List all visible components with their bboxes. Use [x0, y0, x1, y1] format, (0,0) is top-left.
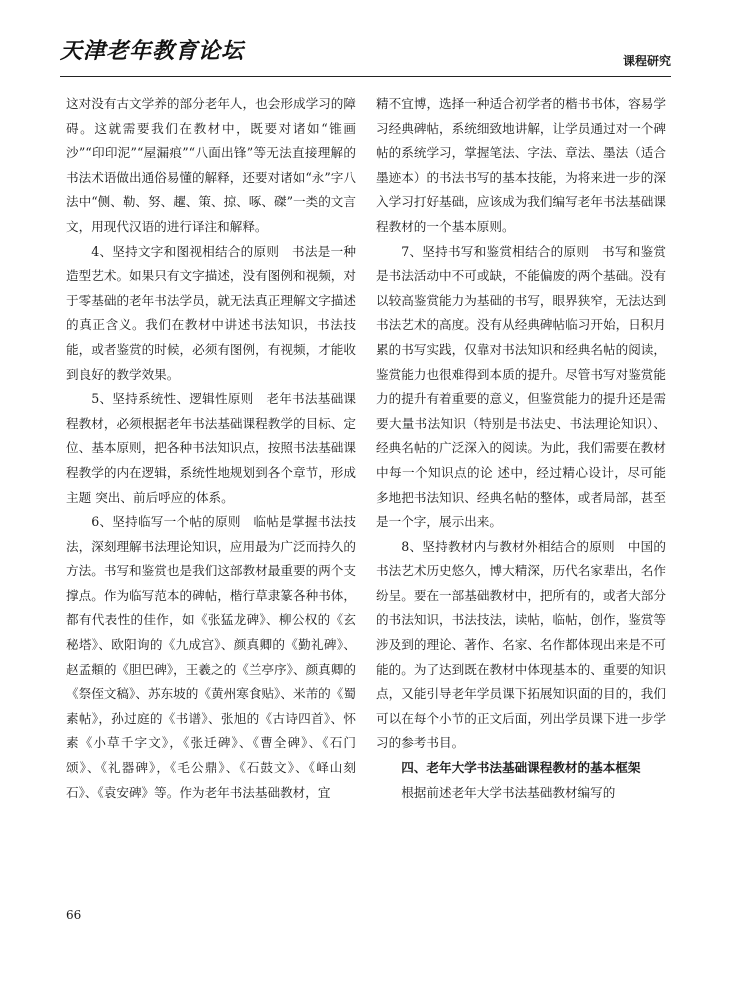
paragraph: 精不宜博，选择一种适合初学者的楷书书体，容易学习经典碑帖，系统细致地讲解，让学员通过对一个碑帖的系统学习，掌握笔法、字法、章法、墨法（适合墨迹本）的书法书写的基本技能，为将来进一步的深入学习打好基础，应该成为我们编写老年书法基础课程教材的一个基本原则。: [376, 96, 666, 234]
section-label: 课程研究: [622, 54, 671, 68]
paragraph: 7、坚持书写和鉴赏相结合的原则 书写和鉴赏是书法活动中不可或缺，不能偏废的两个基础。没有以较高鉴赏能力为基础的书写，眼界狭窄，无法达到书法艺术的高度。没有从经典碑帖临习开始，日积月累的书写实践，仅靠对书法知识和经典名帖的阅读，鉴赏能力也很难得到本质的提升。尽管书写对鉴赏能力的提升有着重要的意义，但鉴赏能力的提升还是需要大量书法知识（特别是书法史、书法理论知识）、经典名帖的广泛深入的阅读。为此，我们需要在教材中每一个知识点的论 述中，经过精心设计，尽可能多地把书法知识、经典名帖的整体，或者局部，甚至是一个字，展示出来。: [376, 243, 666, 530]
section-heading: 四、老年大学书法基础课程教材的基本框架: [401, 760, 641, 776]
journal-logo: 天津老年教育论坛: [60, 38, 245, 64]
paragraph: 根据前述老年大学书法基础教材编写的: [401, 784, 616, 800]
right-column: [376, 92, 666, 805]
paragraph: 4、坚持文字和图视相结合的原则 书法是一种造型艺术。如果只有文字描述，没有图例和视频，对于零基础的老年书法学员，就无法真正理解文字描述的真正含义。我们在教材中讲述书法知识，书法技能，或者鉴赏的时候，必须有图例，有视频，才能收到良好的教学效果。: [66, 243, 356, 382]
header-divider: [60, 76, 671, 77]
paragraph: 这对没有古文学养的部分老年人，也会形成学习的障碍。这就需要我们在教材中，既要对诸如“锥画沙”“印印泥”“屋漏痕”“八面出锋”等无法直接理解的书法术语做出通俗易懂的解释，还要对诸如“永”字八法中“侧、勒、努、趯、策、掠、啄、磔”一类的文言文，用现代汉语的进行译注和解释。: [66, 96, 356, 234]
left-column: [66, 92, 356, 805]
paragraph: 5、坚持系统性、逻辑性原则 老年书法基础课程教材，必须根据老年书法基础课程教学的目标、定位、基本原则，把各种书法知识点，按照书法基础课程教学的内在逻辑，系统性地规划到各个章节，形成主题 突出、前后呼应的体系。: [66, 391, 356, 505]
paragraph: 8、坚持教材内与教材外相结合的原则 中国的书法艺术历史悠久，博大精深，历代名家辈出，名作纷呈。要在一部基础教材中，把所有的，或者大部分的书法知识，书法技法，读帖，临帖，创作，鉴赏等涉及到的理论、著作、名家、名作都体现出来是不可能的。为了达到既在教材中体现基本的、重要的知识点，又能引导老年学员课下拓展知识面的目的，我们可以在每个小节的正文后面，列出学员课下进一步学习的参考书目。: [376, 538, 666, 751]
page-header: [60, 34, 671, 74]
page-number: 66: [66, 908, 82, 922]
paragraph: 6、坚持临写一个帖的原则 临帖是掌握书法技法，深刻理解书法理论知识，应用最为广泛而持久的方法。书写和鉴赏也是我们这部教材最重要的两个支撑点。作为临写范本的碑帖，楷行草隶篆各种书体，都有代表性的佳作，如《张猛龙碑》、柳公权的《玄秘塔》、欧阳询的《九成宫》、颜真卿的《勤礼碑》、赵孟頫的《胆巴碑》，王羲之的《兰亭序》、颜真卿的《祭侄文稿》、苏东坡的《黄州寒食贴》、米芾的《蜀素帖》，孙过庭的《书谱》、张旭的《古诗四首》、怀素《小草千字文》，《张迁碑》、《曹全碑》、《石门颂》、《礼器碑》，《毛公鼎》、《石鼓文》、《峄山刻石》、《袁安碑》等。作为老年书法基础教材，宜: [66, 514, 356, 800]
